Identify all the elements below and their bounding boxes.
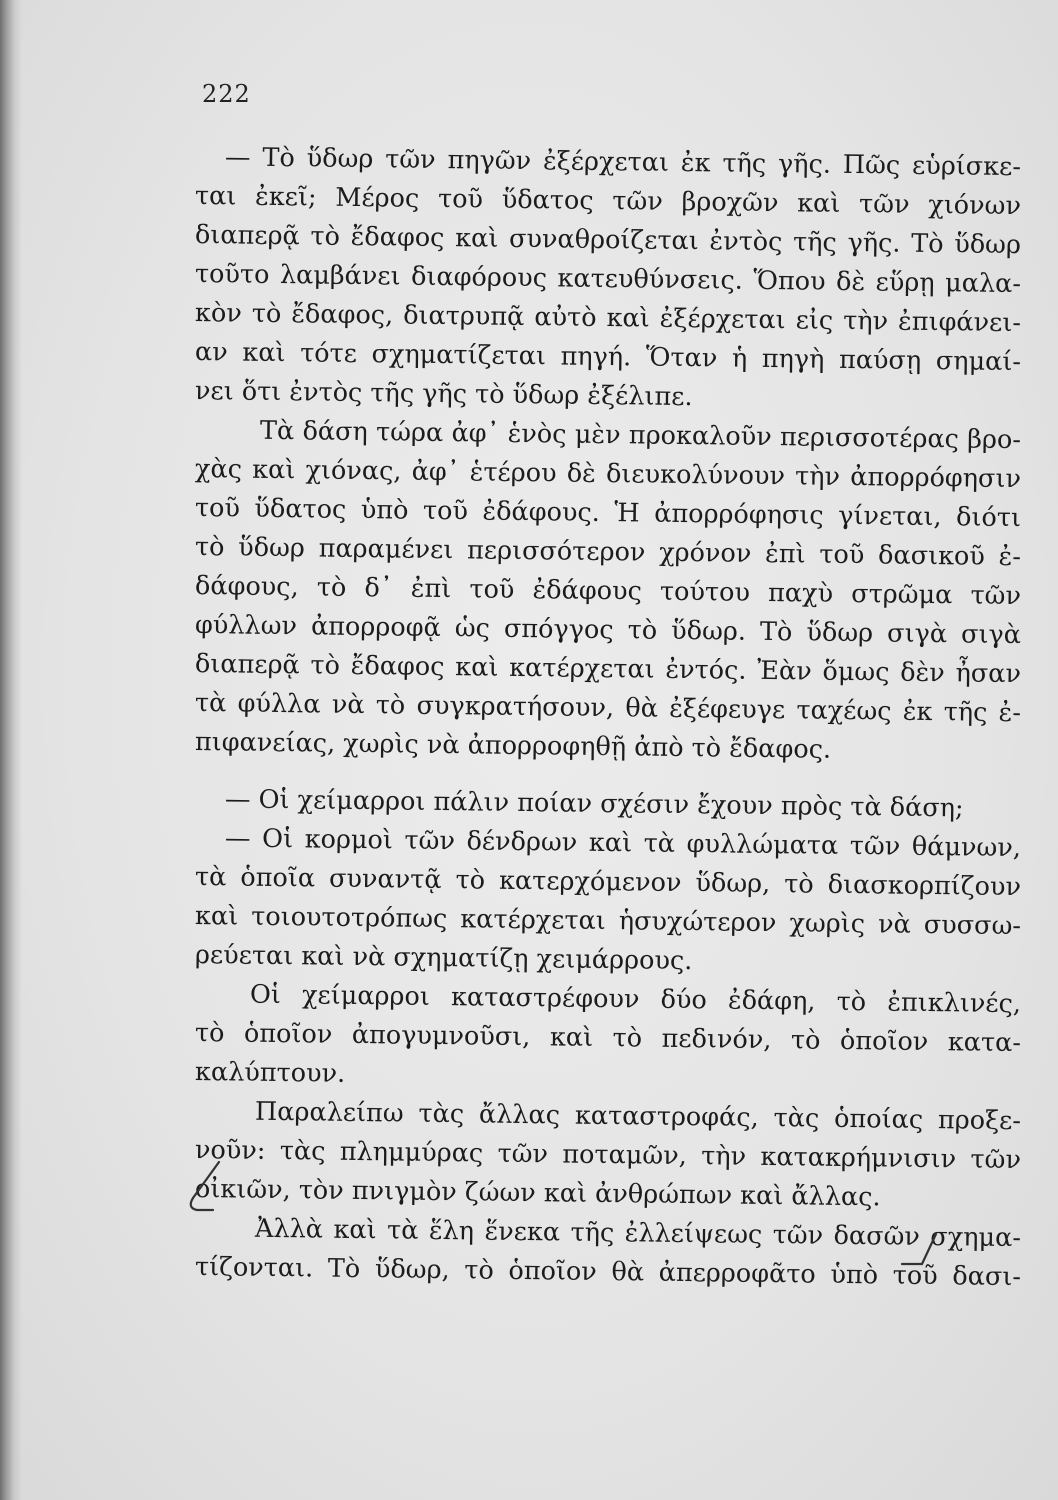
text-line: τὸ ὕδωρ παραμένει περισσότερον χρόνον ἐπὶ τοῦ δασικοῦ ἐ- bbox=[194, 532, 1022, 573]
text-line: τίζονται. Τὸ ὕδωρ, τὸ ὁποῖον θὰ ἀπερροφᾶτο ὑπὸ τοῦ δασι- bbox=[194, 1252, 1022, 1293]
text-line: τὰ ὁποῖα συναντᾷ τὸ κατερχόμενον ὕδωρ, τὸ διασκορπίζουν bbox=[194, 862, 1022, 903]
text-line: Οἱ χείμαρροι καταστρέφουν δύο ἐδάφη, τὸ ἐπικλινές, bbox=[249, 979, 1022, 1020]
text-line: νοῦν: τὰς πλημμύρας τῶν ποταμῶν, τὴν κατακρήμνισιν τῶν bbox=[194, 1135, 1022, 1176]
text-line: νει ὅτι ἐντὸς τῆς γῆς τὸ ὕδωρ ἐξέλιπε. bbox=[194, 376, 693, 413]
text-line: πιφανείας, χωρὶς νὰ ἀπορροφηθῇ ἀπὸ τὸ ἔδαφος. bbox=[194, 727, 832, 765]
text-line: χὰς καὶ χιόνας, ἀφ᾽ ἑτέρου δὲ διευκολύνουν τὴν ἀπορρόφησιν bbox=[194, 454, 1022, 495]
pencil-mark-open bbox=[183, 1158, 223, 1218]
text-line: διαπερᾷ τὸ ἔδαφος καὶ συναθροίζεται ἐντὸς τῆς γῆς. Τὸ ὕδωρ bbox=[194, 220, 1022, 261]
text-line: — Οἱ κορμοὶ τῶν δένδρων καὶ τὰ φυλλώματα τῶν θάμνων, bbox=[224, 823, 1022, 864]
text-line: Παραλείπω τὰς ἄλλας καταστροφάς, τὰς ὁποίας προξε- bbox=[254, 1096, 1022, 1137]
text-line: τοῦ ὕδατος ὑπὸ τοῦ ἐδάφους. Ἡ ἀπορρόφησις γίνεται, διότι bbox=[194, 493, 1022, 534]
pencil-mark-close bbox=[900, 1228, 940, 1278]
text-line: Τὰ δάση τώρα ἀφ᾽ ἑνὸς μὲν προκαλοῦν περισσοτέρας βρο- bbox=[259, 415, 1022, 456]
text-line: — Τὸ ὕδωρ τῶν πηγῶν ἐξέρχεται ἐκ τῆς γῆς. Πῶς εὑρίσκε- bbox=[224, 142, 1022, 183]
text-line: τὸ ὁποῖον ἀπογυμνοῦσι, καὶ τὸ πεδινόν, τὸ ὁποῖον κατα- bbox=[194, 1018, 1022, 1059]
text-line: τὰ φύλλα νὰ τὸ συγκρατήσουν, θὰ ἐξέφευγε ταχέως ἐκ τῆς ἐ- bbox=[194, 688, 1022, 729]
text-line: ται ἐκεῖ; Μέρος τοῦ ὕδατος τῶν βροχῶν καὶ τῶν χιόνων bbox=[194, 181, 1022, 222]
body-text bbox=[194, 138, 1022, 1293]
text-line: τοῦτο λαμβάνει διαφόρους κατευθύνσεις. Ὅπου δὲ εὕρῃ μαλα- bbox=[194, 259, 1022, 300]
text-line: διαπερᾷ τὸ ἔδαφος καὶ κατέρχεται ἐντός. Ἐὰν ὅμως δὲν ἦσαν bbox=[194, 649, 1022, 690]
text-line: δάφους, τὸ δ᾽ ἐπὶ τοῦ ἐδάφους τούτου παχὺ στρῶμα τῶν bbox=[194, 571, 1022, 612]
text-line: αν καὶ τότε σχηματίζεται πηγή. Ὅταν ἡ πηγὴ παύσῃ σημαί- bbox=[194, 337, 1022, 378]
text-line: ρεύεται καὶ νὰ σχηματίζῃ χειμάρρους. bbox=[194, 940, 693, 977]
text-line: οἰκιῶν, τὸν πνιγμὸν ζώων καὶ ἀνθρώπων καὶ ἄλλας. bbox=[194, 1174, 881, 1213]
text-line: καλύπτουν. bbox=[194, 1057, 346, 1089]
text-line: Ἀλλὰ καὶ τὰ ἕλη ἕνεκα τῆς ἐλλείψεως τῶν δασῶν σχημα- bbox=[254, 1213, 1022, 1254]
text-line: φύλλων ἀπορροφᾷ ὡς σπόγγος τὸ ὕδωρ. Τὸ ὕδωρ σιγὰ σιγὰ bbox=[194, 610, 1022, 651]
text-line: — Οἱ χείμαρροι πάλιν ποίαν σχέσιν ἔχουν πρὸς τὰ δάση; bbox=[224, 784, 964, 824]
page-number: 222 bbox=[202, 80, 251, 108]
page-binding-edge bbox=[0, 0, 22, 1500]
text-line: καὶ τοιουτοτρόπως κατέρχεται ἡσυχώτερον χωρὶς νὰ συσσω- bbox=[194, 901, 1022, 942]
text-line: κὸν τὸ ἔδαφος, διατρυπᾷ αὐτὸ καὶ ἐξέρχεται εἰς τὴν ἐπιφάνει- bbox=[194, 298, 1022, 339]
